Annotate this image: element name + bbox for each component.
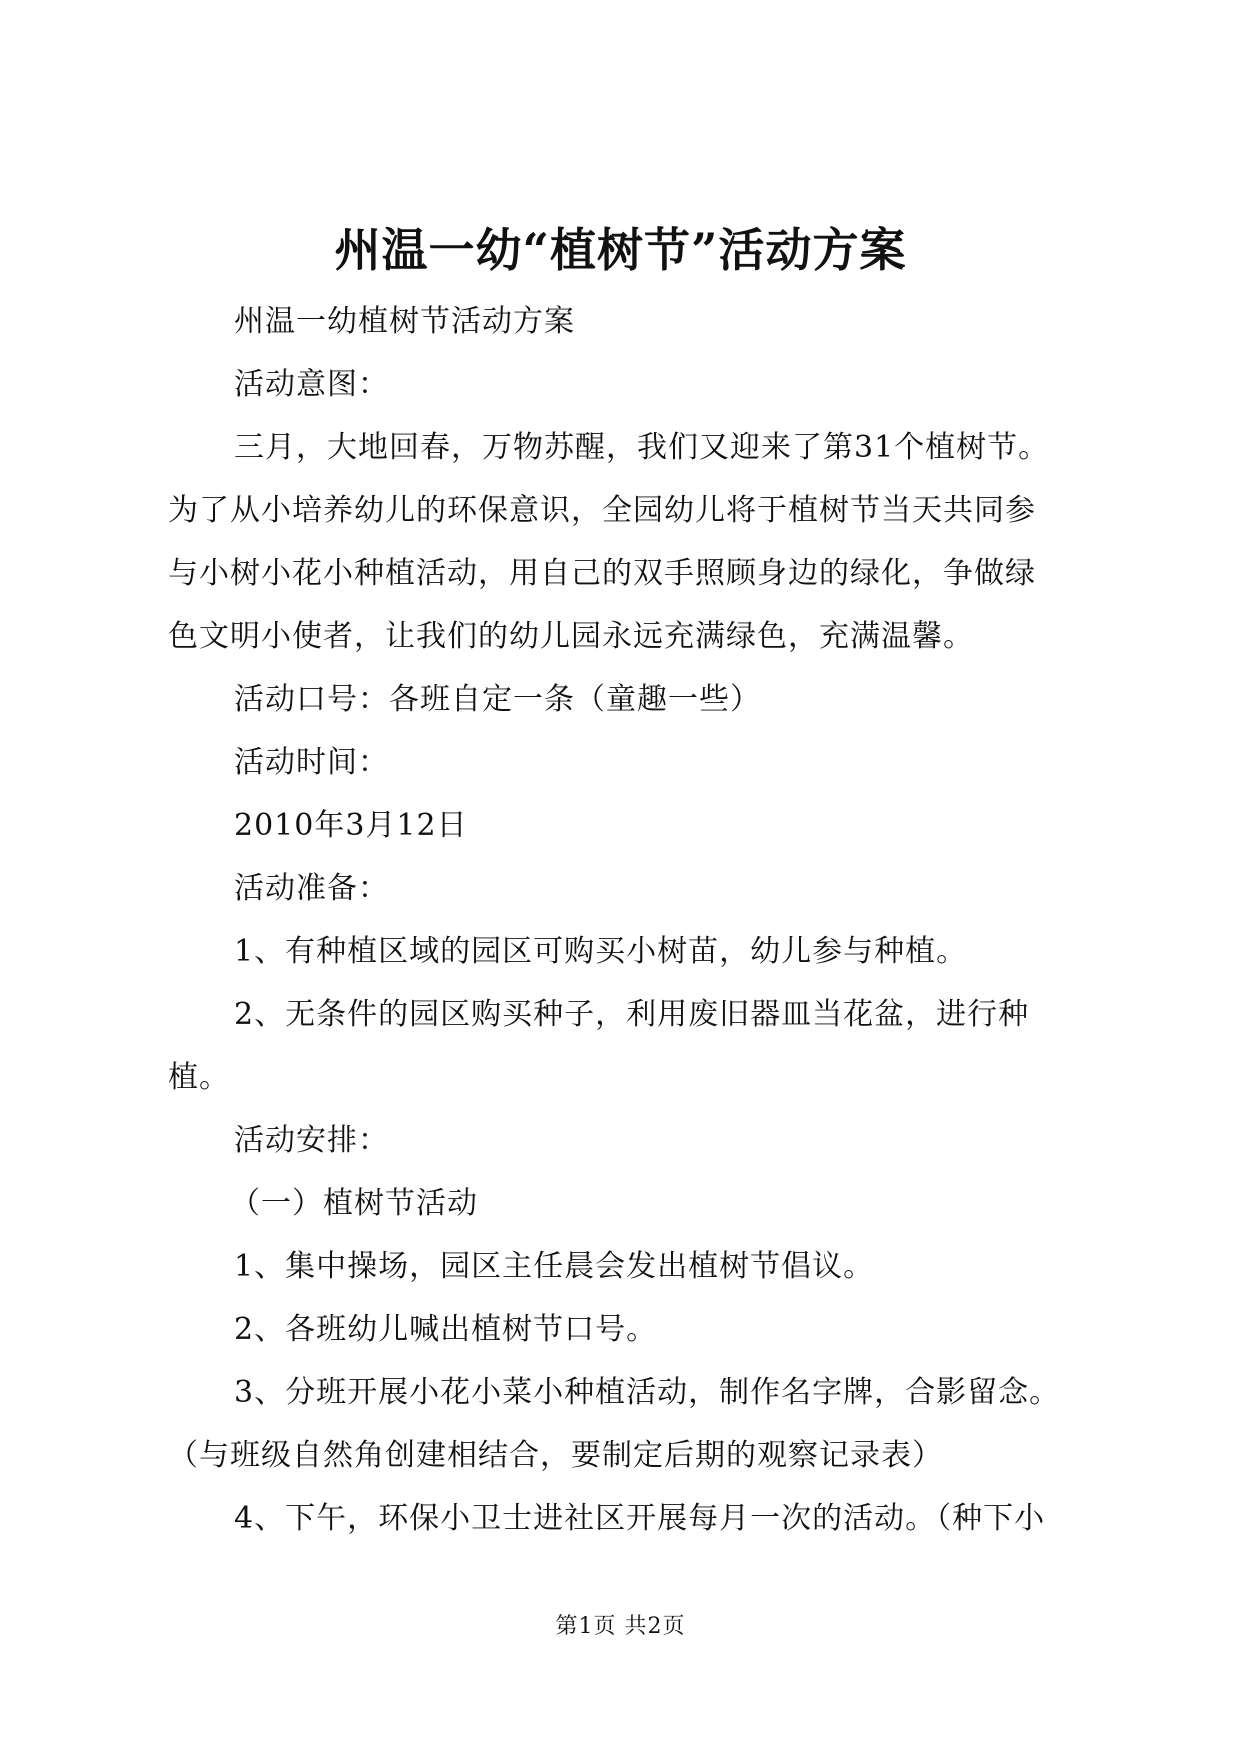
list-item: 3、分班开展小花小菜小种植活动，制作名字牌，合影留念。 bbox=[234, 1375, 1061, 1410]
subsection-heading: （一）植树节活动 bbox=[230, 1186, 478, 1221]
subtitle-line: 州温一幼植树节活动方案 bbox=[234, 304, 575, 339]
list-item: 1、有种植区域的园区可购买小树苗，幼儿参与种植。 bbox=[234, 934, 968, 969]
section-heading-purpose: 活动意图： bbox=[234, 367, 389, 402]
date-line: 2010年3月12日 bbox=[234, 808, 468, 843]
paragraph-line: 为了从小培养幼儿的环保意识，全园幼儿将于植树节当天共同参 bbox=[168, 493, 1036, 528]
paragraph-line: 与小树小花小种植活动，用自己的双手照顾身边的绿化，争做绿 bbox=[168, 556, 1036, 591]
list-item-continuation: 植。 bbox=[168, 1060, 230, 1095]
list-item: 2、无条件的园区购买种子，利用废旧器皿当花盆，进行种 bbox=[234, 997, 1030, 1032]
list-item: 2、各班幼儿喊出植树节口号。 bbox=[234, 1312, 658, 1347]
document-title: 州温一幼“植树节”活动方案 bbox=[334, 223, 907, 277]
page-number: 第1页 共2页 bbox=[555, 1614, 686, 1639]
paragraph-line: 色文明小使者，让我们的幼儿园永远充满绿色，充满温馨。 bbox=[168, 619, 974, 654]
section-heading-arrangement: 活动安排： bbox=[234, 1123, 389, 1158]
list-item: 1、集中操场，园区主任晨会发出植树节倡议。 bbox=[234, 1249, 875, 1284]
slogan-line: 活动口号：各班自定一条（童趣一些） bbox=[234, 682, 761, 717]
document-body bbox=[168, 290, 1088, 1550]
section-heading-time: 活动时间： bbox=[234, 745, 389, 780]
list-item: 4、下午，环保小卫士进社区开展每月一次的活动。（种下小 bbox=[234, 1501, 1046, 1536]
paragraph-line: 三月，大地回春，万物苏醒，我们又迎来了第31个植树节。 bbox=[234, 430, 1050, 465]
section-heading-preparation: 活动准备： bbox=[234, 871, 389, 906]
list-item-continuation: （与班级自然角创建相结合，要制定后期的观察记录表） bbox=[168, 1438, 943, 1473]
